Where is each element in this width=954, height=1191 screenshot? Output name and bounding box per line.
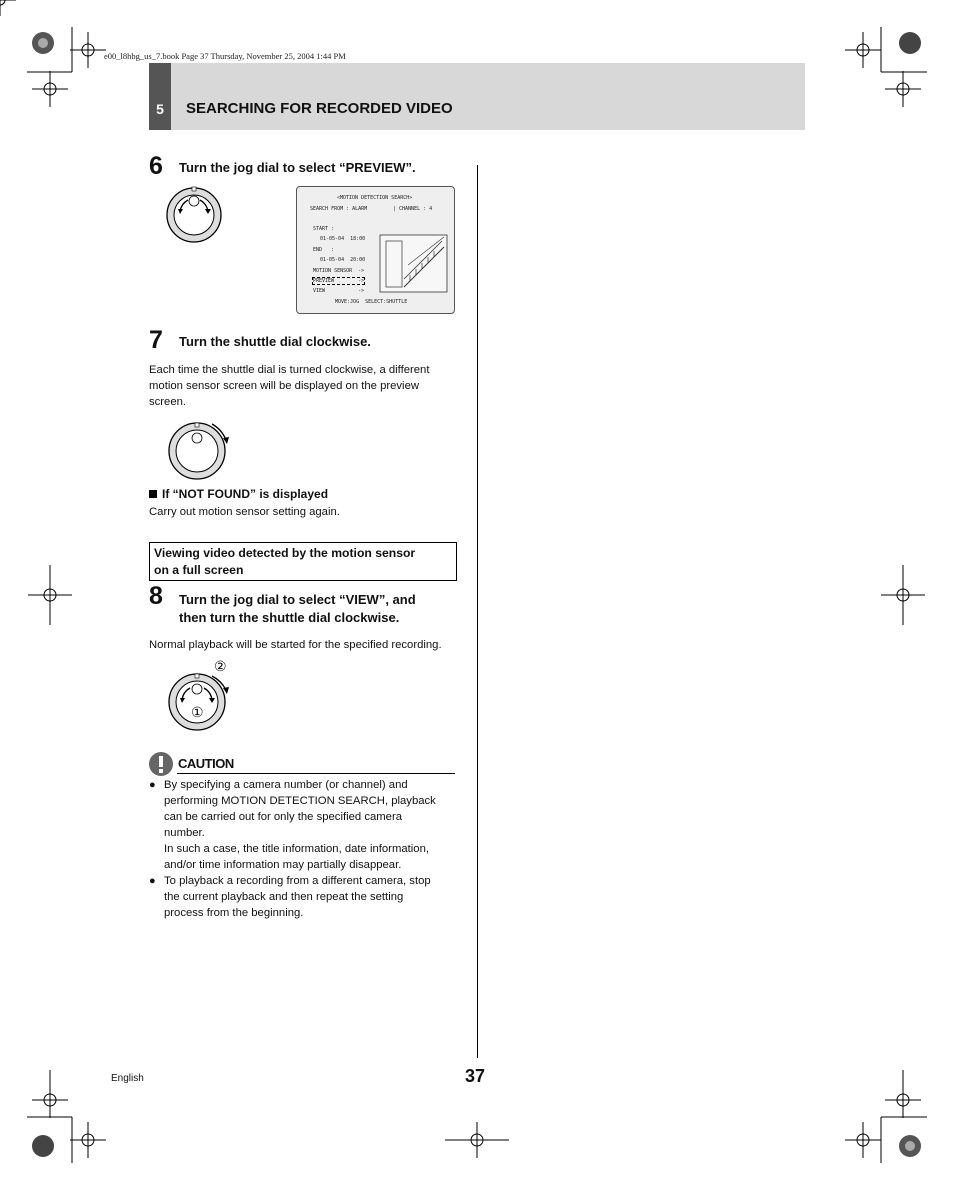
file-meta: e00_l8hbg_us_7.book Page 37 Thursday, November 25, 2004 1:44 PM	[104, 51, 346, 61]
preview-screen	[296, 186, 455, 314]
not-found-heading-text: If “NOT FOUND” is displayed	[162, 487, 329, 501]
jog-shuttle-dial-icon	[168, 670, 230, 732]
screen-start-label: START :	[313, 226, 335, 232]
chapter-title: SEARCHING FOR RECORDED VIDEO	[186, 100, 453, 117]
caution-line: and/or time information may partially disappear.	[164, 859, 402, 871]
step-8-number: 8	[149, 582, 163, 610]
caution-line: performing MOTION DETECTION SEARCH, playback	[164, 795, 436, 807]
step-7-body	[149, 362, 429, 410]
bullet-icon: ●	[149, 779, 156, 791]
caution-line: By specifying a camera number (or channel) and	[164, 779, 408, 791]
caution-line: In such a case, the title information, date information,	[164, 843, 429, 855]
caution-item	[149, 777, 459, 873]
step-6-number: 6	[149, 152, 163, 180]
screen-title: <MOTION DETECTION SEARCH>	[337, 195, 413, 201]
jog-marker: ①	[191, 704, 204, 720]
screen-motion-sensor: MOTION SENSOR ->	[313, 268, 365, 274]
screen-search-from: SEARCH FROM : ALARM	[310, 206, 368, 212]
page-number: 37	[465, 1066, 486, 1086]
caution-line: the current playback and then repeat the setting	[164, 891, 404, 903]
column-divider	[477, 165, 478, 1058]
step-7-number: 7	[149, 326, 163, 354]
step-8-title-line: Turn the jog dial to select “VIEW”, and	[179, 592, 416, 607]
chapter-number-tab	[149, 63, 171, 130]
shuttle-marker: ②	[214, 658, 227, 674]
screen-end-label: END :	[313, 247, 335, 253]
caution-label: CAUTION	[178, 756, 234, 771]
step-8-body: Normal playback will be started for the specified recording.	[149, 639, 442, 651]
caution-line: can be carried out for only the specified camera	[164, 811, 402, 823]
caution-divider	[177, 773, 455, 774]
jog-dial-icon	[166, 187, 226, 245]
step-7-body-line: Each time the shuttle dial is turned clockwise, a different	[149, 364, 430, 376]
caution-line: process from the beginning.	[164, 907, 304, 919]
screen-footer: MOVE:JOG SELECT:SHUTTLE	[335, 299, 408, 305]
section-heading-line: Viewing video detected by the motion sensor	[154, 546, 416, 560]
caution-item	[149, 873, 459, 921]
caution-line: number.	[164, 827, 205, 839]
step-7-body-line: screen.	[149, 396, 187, 408]
step-8-title-line: then turn the shuttle dial clockwise.	[179, 610, 400, 625]
section-heading-line: on a full screen	[154, 563, 244, 577]
step-7-body-line: motion sensor screen will be displayed on the preview	[149, 380, 420, 392]
caution-icon	[149, 752, 175, 778]
footer-language: English	[111, 1073, 144, 1084]
caution-line: To playback a recording from a different camera, stop	[164, 875, 431, 887]
step-8-title	[179, 591, 416, 627]
square-bullet-icon	[149, 490, 157, 498]
not-found-body: Carry out motion sensor setting again.	[149, 506, 340, 518]
caution-list	[149, 777, 459, 921]
staircase-image	[380, 235, 448, 293]
screen-start-value: 01-05-04 18:00	[320, 236, 366, 242]
chapter-header	[149, 63, 805, 130]
screen-channel: | CHANNEL : 4	[393, 206, 433, 212]
chapter-number: 5	[156, 101, 164, 117]
step-7-title: Turn the shuttle dial clockwise.	[179, 334, 371, 349]
section-heading-box	[149, 542, 457, 581]
screen-view-item: VIEW ->	[313, 288, 365, 294]
not-found-heading	[149, 487, 328, 501]
shuttle-dial-icon	[168, 420, 230, 482]
screen-preview-item: PREVIEW ->	[313, 278, 365, 284]
screen-end-value: 01-05-04 20:00	[320, 257, 366, 263]
bullet-icon: ●	[149, 875, 156, 887]
step-6-title: Turn the jog dial to select “PREVIEW”.	[179, 160, 416, 175]
